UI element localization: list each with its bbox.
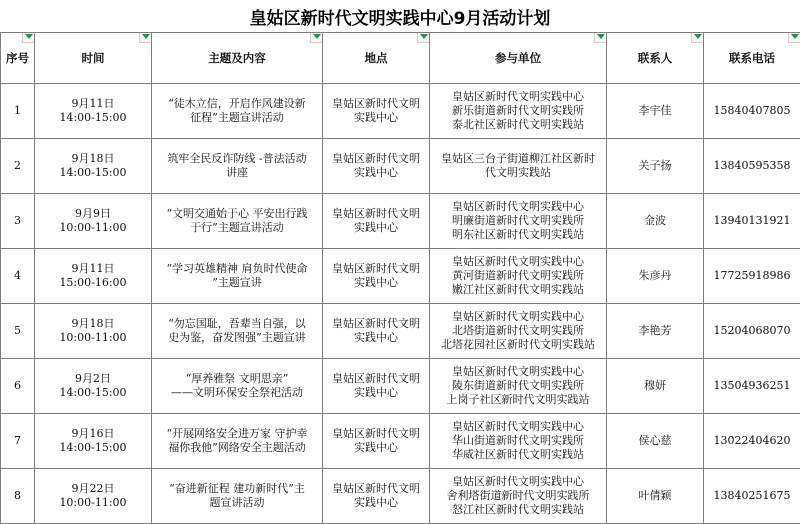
- cell-line: “开展网络安全进万家 守护幸: [154, 427, 320, 441]
- col-header-units: [430, 33, 607, 84]
- cell-line: 筑牢全民反诈防线 -普法活动: [154, 152, 320, 166]
- cell-line: 1: [14, 104, 21, 117]
- cell-line: 9月2日: [37, 372, 149, 386]
- cell-line: 5: [14, 324, 21, 337]
- cell-line: 明廉街道新时代文明实践所: [432, 214, 604, 228]
- cell-line: 上岗子社区新时代文明实践站: [432, 393, 604, 407]
- cell-line: 讲座: [154, 166, 320, 180]
- cell-topic[interactable]: [152, 359, 323, 414]
- cell-place[interactable]: [323, 304, 430, 359]
- filter-arrow-icon: [25, 34, 33, 39]
- sheet-title: 皇姑区新时代文明实践中心9月活动计划: [0, 0, 800, 32]
- cell-no[interactable]: [1, 469, 35, 524]
- header-label: 序号: [6, 51, 29, 65]
- cell-phone[interactable]: [704, 359, 800, 414]
- cell-topic[interactable]: [152, 304, 323, 359]
- cell-line: 皇姑区新时代文明: [325, 97, 427, 111]
- cell-line: 15840407805: [714, 104, 791, 117]
- cell-line: 13940131921: [714, 214, 791, 227]
- cell-no[interactable]: [1, 359, 35, 414]
- cell-contact[interactable]: [607, 359, 704, 414]
- cell-line: 泰北社区新时代文明实践站: [432, 118, 604, 132]
- filter-dropdown-button[interactable]: [417, 33, 429, 43]
- cell-line: 9月18日: [37, 317, 149, 331]
- cell-no[interactable]: [1, 139, 35, 194]
- cell-line: 皇姑区三台子街道柳江社区新时: [432, 152, 604, 166]
- cell-line: “徒木立信，开启作风建设新: [154, 97, 320, 111]
- header-row: [1, 33, 800, 84]
- col-header-time: [35, 33, 152, 84]
- cell-contact[interactable]: [607, 84, 704, 139]
- cell-line: 9月16日: [37, 427, 149, 441]
- table-row: [1, 359, 800, 414]
- cell-phone[interactable]: [704, 194, 800, 249]
- cell-time[interactable]: [35, 249, 152, 304]
- cell-units[interactable]: [430, 194, 607, 249]
- table-row: [1, 249, 800, 304]
- filter-dropdown-button[interactable]: [691, 33, 703, 43]
- cell-contact[interactable]: [607, 139, 704, 194]
- col-header-topic: [152, 33, 323, 84]
- cell-contact[interactable]: [607, 249, 704, 304]
- filter-dropdown-button[interactable]: [22, 33, 34, 43]
- cell-topic[interactable]: [152, 469, 323, 524]
- cell-line: 皇姑区新时代文明实践中心: [432, 365, 604, 379]
- cell-line: 实践中心: [325, 276, 427, 290]
- cell-line: 实践中心: [325, 331, 427, 345]
- cell-line: “厚养雅祭 文明思亲”: [154, 372, 320, 386]
- cell-line: 皇姑区新时代文明实践中心: [432, 200, 604, 214]
- cell-contact[interactable]: [607, 304, 704, 359]
- cell-units[interactable]: [430, 84, 607, 139]
- cell-line: 李宇佳: [639, 104, 672, 117]
- cell-line: 皇姑区新时代文明: [325, 482, 427, 496]
- col-header-phone: [704, 33, 800, 84]
- table-row: [1, 414, 800, 469]
- cell-no[interactable]: [1, 194, 35, 249]
- table-row: [1, 139, 800, 194]
- filter-arrow-icon: [597, 34, 605, 39]
- cell-place[interactable]: [323, 249, 430, 304]
- cell-line: 14:00-15:00: [37, 386, 149, 400]
- cell-line: 怒江社区新时代文明实践站: [432, 503, 604, 517]
- cell-line: 实践中心: [325, 386, 427, 400]
- cell-no[interactable]: [1, 304, 35, 359]
- cell-no[interactable]: [1, 414, 35, 469]
- cell-line: 皇姑区新时代文明: [325, 207, 427, 221]
- cell-line: 侯心慈: [639, 434, 672, 447]
- cell-line: 实践中心: [325, 111, 427, 125]
- cell-line: 10:00-11:00: [37, 331, 149, 345]
- cell-line: 13022404620: [714, 434, 791, 447]
- cell-place[interactable]: [323, 84, 430, 139]
- cell-line: 皇姑区新时代文明实践中心: [432, 255, 604, 269]
- filter-dropdown-button[interactable]: [594, 33, 606, 43]
- cell-units[interactable]: [430, 414, 607, 469]
- cell-topic[interactable]: [152, 139, 323, 194]
- cell-line: 10:00-11:00: [37, 496, 149, 510]
- cell-line: 舍利塔街道新时代文明实践所: [432, 489, 604, 503]
- filter-dropdown-button[interactable]: [139, 33, 151, 43]
- cell-line: 明东社区新时代文明实践站: [432, 228, 604, 242]
- header-label: 参与单位: [495, 51, 541, 65]
- header-label: 主题及内容: [208, 51, 266, 65]
- cell-contact[interactable]: [607, 469, 704, 524]
- cell-line: ——文明环保安全祭祀活动: [154, 386, 320, 400]
- cell-line: 13840251675: [714, 489, 791, 502]
- cell-units[interactable]: [430, 359, 607, 414]
- cell-line: 北塔花园社区新时代文明实践站: [432, 338, 604, 352]
- cell-line: 7: [14, 434, 21, 447]
- cell-line: 13840595358: [714, 159, 791, 172]
- table-row: [1, 194, 800, 249]
- cell-line: “文明交通始于心 平安出行践: [154, 207, 320, 221]
- col-header-place: [323, 33, 430, 84]
- cell-line: 皇姑区新时代文明实践中心: [432, 310, 604, 324]
- col-header-no: [1, 33, 35, 84]
- cell-topic[interactable]: [152, 249, 323, 304]
- cell-line: 4: [14, 269, 21, 282]
- cell-line: 实践中心: [325, 166, 427, 180]
- table-row: [1, 304, 800, 359]
- header-label: 时间: [82, 51, 105, 65]
- cell-units[interactable]: [430, 249, 607, 304]
- cell-contact[interactable]: [607, 194, 704, 249]
- filter-arrow-icon: [420, 34, 428, 39]
- col-header-contact: [607, 33, 704, 84]
- activity-table: [0, 32, 800, 524]
- cell-place[interactable]: [323, 359, 430, 414]
- cell-line: 皇姑区新时代文明: [325, 427, 427, 441]
- cell-place[interactable]: [323, 194, 430, 249]
- cell-line: 17725918986: [714, 269, 791, 282]
- cell-phone[interactable]: [704, 84, 800, 139]
- cell-line: 金波: [644, 214, 666, 227]
- header-label: 联系人: [638, 51, 673, 65]
- table-row: [1, 469, 800, 524]
- cell-line: 实践中心: [325, 221, 427, 235]
- cell-phone[interactable]: [704, 249, 800, 304]
- cell-units[interactable]: [430, 304, 607, 359]
- cell-line: 皇姑区新时代文明: [325, 152, 427, 166]
- cell-line: 6: [14, 379, 21, 392]
- cell-line: 9月9日: [37, 207, 149, 221]
- cell-time[interactable]: [35, 469, 152, 524]
- cell-units[interactable]: [430, 139, 607, 194]
- cell-line: 北塔街道新时代文明实践所: [432, 324, 604, 338]
- cell-line: 8: [14, 489, 21, 502]
- cell-line: 华威社区新时代文明实践站: [432, 448, 604, 462]
- cell-line: “勿忘国耻，吾辈当自强，以: [154, 317, 320, 331]
- cell-line: ”主题宣讲: [154, 276, 320, 290]
- filter-dropdown-button[interactable]: [788, 33, 800, 43]
- cell-line: 皇姑区新时代文明: [325, 262, 427, 276]
- cell-no[interactable]: [1, 249, 35, 304]
- cell-phone[interactable]: [704, 139, 800, 194]
- cell-line: 9月18日: [37, 152, 149, 166]
- cell-time[interactable]: [35, 139, 152, 194]
- cell-line: 皇姑区新时代文明实践中心: [432, 90, 604, 104]
- cell-line: 10:00-11:00: [37, 221, 149, 235]
- cell-line: 华山街道新时代文明实践所: [432, 434, 604, 448]
- cell-line: 实践中心: [325, 441, 427, 455]
- filter-dropdown-button[interactable]: [310, 33, 322, 43]
- cell-line: 3: [14, 214, 21, 227]
- cell-line: 9月22日: [37, 482, 149, 496]
- cell-time[interactable]: [35, 194, 152, 249]
- filter-arrow-icon: [791, 34, 799, 39]
- cell-no[interactable]: [1, 84, 35, 139]
- table-row: [1, 84, 800, 139]
- cell-line: 征程”主题宣讲活动: [154, 111, 320, 125]
- header-label: 联系电话: [729, 51, 775, 65]
- cell-line: “学习英雄精神 肩负时代使命: [154, 262, 320, 276]
- cell-line: 叶倩颖: [639, 489, 672, 502]
- cell-line: 15204068070: [714, 324, 791, 337]
- filter-arrow-icon: [142, 34, 150, 39]
- cell-time[interactable]: [35, 359, 152, 414]
- cell-line: 实践中心: [325, 496, 427, 510]
- cell-line: 14:00-15:00: [37, 166, 149, 180]
- cell-line: 新乐街道新时代文明实践所: [432, 104, 604, 118]
- cell-phone[interactable]: [704, 304, 800, 359]
- cell-line: 皇姑区新时代文明实践中心: [432, 420, 604, 434]
- cell-topic[interactable]: [152, 194, 323, 249]
- filter-arrow-icon: [694, 34, 702, 39]
- cell-time[interactable]: [35, 414, 152, 469]
- cell-line: 9月11日: [37, 97, 149, 111]
- cell-line: 福你我他”网络安全主题活动: [154, 441, 320, 455]
- cell-line: 皇姑区新时代文明: [325, 372, 427, 386]
- cell-line: 代文明实践站: [432, 166, 604, 180]
- cell-line: 15:00-16:00: [37, 276, 149, 290]
- cell-topic[interactable]: [152, 414, 323, 469]
- cell-line: 陵东街道新时代文明实践所: [432, 379, 604, 393]
- cell-units[interactable]: [430, 469, 607, 524]
- cell-line: 朱彦丹: [639, 269, 672, 282]
- cell-line: 14:00-15:00: [37, 111, 149, 125]
- cell-place[interactable]: [323, 139, 430, 194]
- cell-line: 李艳芳: [639, 324, 672, 337]
- cell-line: “奋进新征程 建功新时代”主: [154, 482, 320, 496]
- cell-line: 皇姑区新时代文明: [325, 317, 427, 331]
- cell-line: 9月11日: [37, 262, 149, 276]
- table-body: [1, 84, 800, 524]
- cell-line: 嫩江社区新时代文明实践站: [432, 283, 604, 297]
- cell-phone[interactable]: [704, 414, 800, 469]
- cell-place[interactable]: [323, 414, 430, 469]
- cell-time[interactable]: [35, 304, 152, 359]
- filter-arrow-icon: [313, 34, 321, 39]
- header-label: 地点: [365, 51, 388, 65]
- cell-line: 关子扬: [639, 159, 672, 172]
- cell-line: 黄河街道新时代文明实践所: [432, 269, 604, 283]
- cell-place[interactable]: [323, 469, 430, 524]
- cell-line: 题宣讲活动: [154, 496, 320, 510]
- cell-topic[interactable]: [152, 84, 323, 139]
- cell-phone[interactable]: [704, 469, 800, 524]
- cell-line: 皇姑区新时代文明实践中心: [432, 475, 604, 489]
- cell-contact[interactable]: [607, 414, 704, 469]
- cell-line: 2: [14, 159, 21, 172]
- cell-line: 史为鉴，奋发图强”主题宣讲: [154, 331, 320, 345]
- cell-line: 13504936251: [714, 379, 791, 392]
- cell-time[interactable]: [35, 84, 152, 139]
- cell-line: 于行”主题宣讲活动: [154, 221, 320, 235]
- cell-line: 14:00-15:00: [37, 441, 149, 455]
- cell-line: 穆妍: [644, 379, 666, 392]
